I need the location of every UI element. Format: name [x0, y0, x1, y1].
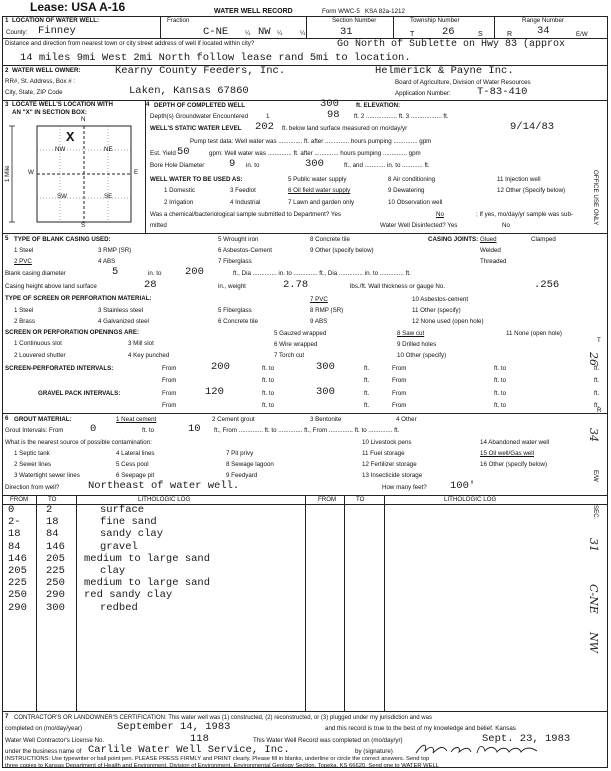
casing-option: 4 ABS — [98, 258, 116, 265]
use-option: 3 Feedlot — [230, 187, 256, 194]
static-level-date: 9/14/83 — [510, 121, 555, 133]
casing-option: 5 Wrought iron — [218, 236, 259, 243]
direction-label: Direction from well? — [5, 484, 60, 491]
well-location-x: X — [66, 130, 75, 146]
contamination-option: 6 Seepage pit — [116, 472, 155, 479]
range-label: Range Number — [522, 17, 564, 24]
business-value: Carlile Water Well Service, Inc. — [88, 744, 290, 756]
contamination-option: 3 Watertight sewer lines — [14, 472, 80, 479]
mile-label: 1 Mile — [4, 165, 11, 182]
grout-option: 4 Other — [396, 416, 417, 423]
log-litho-header: LITHOLOGIC LOG — [138, 496, 191, 503]
log-row-to: 225 — [46, 565, 65, 577]
ksa-number: KSA 82a-1212 — [365, 8, 405, 15]
log-row-to: 300 — [46, 601, 65, 614]
office-use-label: OFFICE USE ONLY — [592, 170, 599, 226]
log-row-description: medium to large sand — [84, 552, 211, 565]
use-option: 4 Industrial — [230, 199, 261, 206]
use-option: 2 Irrigation — [164, 199, 194, 206]
groundwater-value: 98 — [327, 109, 340, 121]
casing-weight-value: 2.78 — [283, 279, 309, 291]
how-many-feet-label: How many feet? — [382, 484, 427, 491]
sample-label: Was a chemical/bacteriological sample submitted to Department? Yes — [150, 211, 341, 218]
township-label: Township Number — [410, 17, 460, 24]
distance-line-1: Go North of Sublette on Hwy 83 (approx — [337, 39, 566, 50]
how-many-feet-value: 100' — [450, 480, 476, 492]
log-row-from: 146 — [8, 552, 27, 565]
section-number-1: 1 — [5, 17, 9, 24]
bore-to: in. to — [246, 162, 260, 169]
perforated-from-value: 200 — [211, 361, 230, 373]
screen-option: 11 Other (specify) — [412, 307, 461, 314]
casing-gauge-value: .256 — [534, 279, 560, 291]
section-number-4: 4 — [146, 101, 150, 108]
from-label: From — [162, 402, 177, 409]
casing-diameter-to: in. to — [148, 270, 162, 277]
log-row-description: surface — [100, 504, 145, 516]
bore-rest: ft., and ............ in. to ............ ft. — [344, 162, 430, 169]
from-label: From — [392, 377, 407, 384]
bore-value: 9 — [229, 158, 236, 170]
screen-material-label: TYPE OF SCREEN OR PERFORATION MATERIAL: — [5, 295, 152, 302]
to-label: ft. to — [262, 377, 275, 384]
grout-to-value: 10 — [188, 423, 201, 435]
use-option: 12 Other (Specify below) — [497, 187, 566, 194]
groundwater-rest: ft. 2 .................. ft. 3 .................. ft. — [354, 113, 449, 120]
from-label: From — [392, 365, 407, 372]
direction-value: Northeast of water well. — [88, 480, 240, 492]
joint-welded: Welded — [480, 247, 501, 254]
ft-label: ft. — [364, 365, 370, 372]
log-row-description: clay — [100, 565, 126, 577]
use-option: 11 Injection well — [497, 176, 541, 183]
yield-value: 50 — [177, 146, 190, 158]
to-label: ft. to — [262, 365, 275, 372]
contamination-option: 11 Fuel storage — [362, 450, 405, 457]
casing-diameter-value: 5 — [112, 266, 119, 278]
screen-option: 6 Concrete tile — [218, 318, 258, 325]
grout-from-value: 0 — [90, 423, 97, 435]
use-option: 7 Lawn and garden only — [288, 199, 355, 206]
township-t: T — [410, 31, 415, 38]
compass-w: W — [28, 169, 34, 176]
joints-label: CASING JOINTS: — [428, 236, 479, 243]
side-t-value: 26 — [587, 352, 600, 366]
yield-label: Est. Yield — [150, 150, 176, 157]
log-row-from: 18 — [8, 528, 21, 541]
quarter-mark: ¼ — [245, 30, 251, 37]
joint-threaded: Threaded — [480, 258, 507, 265]
ft-label: ft. — [364, 377, 370, 384]
from-label: From — [392, 402, 407, 409]
record-date-value: Sept. 23, 1983 — [482, 733, 571, 745]
log-row-from: 290 — [8, 601, 27, 614]
quadrant-nw: NW — [55, 146, 66, 153]
contamination-option: 8 Sewage lagoon — [226, 461, 274, 468]
ft-label: ft. — [594, 365, 600, 372]
use-option: 5 Public water supply — [288, 176, 347, 183]
gravel-label: GRAVEL PACK INTERVALS: — [38, 390, 121, 397]
application-value: T-83-410 — [477, 86, 528, 98]
fraction-nw: NW — [258, 26, 271, 38]
ft-label: ft. — [594, 402, 600, 409]
location-label: LOCATION OF WATER WELL: — [12, 17, 100, 24]
contamination-option: 2 Sewer lines — [14, 461, 52, 468]
side-quarter-2: NW — [587, 632, 600, 653]
license-label: Water Well Contractor's License No. — [5, 737, 105, 744]
owner-name: Kearny County Feeders, Inc. — [115, 65, 286, 77]
side-sec-value: 31 — [587, 538, 600, 552]
log-row-to: 250 — [46, 577, 65, 590]
range-ew: E/W — [576, 31, 588, 38]
township-s: S — [478, 31, 483, 38]
log-from-header: FROM — [10, 496, 29, 503]
compass-n: N — [81, 116, 86, 123]
log-litho-header-2: LITHOLOGIC LOG — [444, 496, 497, 503]
fraction-label: Fraction — [167, 17, 190, 24]
owner-label: WATER WELL OWNER: — [12, 67, 81, 74]
cert-line-1: CONTRACTOR'S OR LANDOWNER'S CERTIFICATION: This water well was (1) constructed, (2) reconstructed, or (3) plugged under my jurisdiction and was — [14, 715, 432, 721]
side-r-value: 34 — [587, 428, 600, 442]
grout-option: 2 Cement grout — [212, 416, 255, 423]
log-row-description: red sandy clay — [84, 589, 173, 602]
to-label: ft. to — [494, 365, 507, 372]
use-option: 1 Domestic — [164, 187, 195, 194]
casing-option: 6 Asbestos-Cement — [218, 247, 272, 254]
side-quarter-1: C-NE — [587, 584, 600, 614]
opening-option: 7 Torch cut — [274, 352, 305, 359]
cert-line-2: and this record is true to the best of my knowledge and belief. Kansas — [325, 725, 516, 732]
township-value: 26 — [442, 26, 455, 38]
application-label: Application Number: — [395, 90, 451, 97]
side-r-label: R — [597, 407, 602, 414]
joint-clamped: Clamped — [531, 236, 556, 243]
casing-option: 3 RMP (SR) — [98, 247, 132, 254]
log-row-to: 290 — [46, 589, 65, 602]
grout-intervals-rest: ft., From .............. ft. to .............. ft., From .............. ft. to .............. ft. — [214, 427, 400, 434]
instructions-line-1: INSTRUCTIONS: Use typewriter or ball point pen. PLEASE PRESS FIRMLY and PRINT clearly. Please fill in blanks, underline or circle the correct answers. Send top — [5, 756, 430, 762]
distance-label: Distance and direction from nearest town or city street address of well if located within city? — [5, 40, 255, 47]
grout-intervals-label: Grout Intervals: From — [5, 427, 64, 434]
to-label: ft. to — [494, 377, 507, 384]
section-number-3: 3 — [5, 101, 9, 108]
casing-weight-label: in., weight — [218, 283, 246, 290]
to-label: ft. to — [494, 390, 507, 397]
section-number-5: 5 — [5, 235, 9, 242]
disinfected-no: No — [502, 222, 510, 229]
depth-value: 300 — [320, 98, 339, 110]
ft-label: ft. — [364, 402, 370, 409]
form-title: WATER WELL RECORD — [214, 8, 293, 15]
openings-label: SCREEN OR PERFORATION OPENINGS ARE: — [5, 329, 140, 336]
form-number: Form WWC-5 — [322, 8, 360, 15]
distance-line-2: 14 miles 9mi West 2mi North follow lease rand 5mi to location. — [20, 52, 411, 64]
casing-option: 8 Concrete tile — [310, 236, 350, 243]
casing-depth-value: 200 — [185, 266, 204, 278]
contamination-option-selected: 15 Oil well/Gas well — [480, 450, 534, 457]
casing-gauge-label: lbs./ft. Wall thickness or gauge No. — [350, 283, 446, 290]
log-row-from: 2- — [8, 516, 21, 529]
contamination-option: 7 Pit privy — [226, 450, 254, 457]
depth-label: DEPTH OF COMPLETED WELL — [154, 102, 246, 109]
quadrant-se: SE — [104, 193, 113, 200]
opening-option: 2 Louvered shutter — [14, 352, 66, 359]
log-row-description: medium to large sand — [84, 577, 211, 590]
opening-option: 6 Wire wrapped — [274, 341, 318, 348]
license-value: 118 — [190, 733, 209, 745]
board-label: Board of Agriculture, Division of Water Resources — [395, 79, 531, 86]
section-label: Section Number — [332, 17, 377, 24]
city-label: City, State, ZIP Code — [5, 89, 63, 96]
grout-to-label: ft. to — [142, 427, 155, 434]
yield-rest: gpm: Well water was .............. ft. after .............. hours pumping .............. gpm — [209, 150, 421, 157]
log-row-from: 225 — [8, 577, 27, 590]
contractor-signature — [413, 741, 543, 757]
static-level-label: WELL'S STATIC WATER LEVEL — [150, 125, 242, 132]
screen-option: 8 RMP (SR) — [310, 307, 344, 314]
contamination-option: 1 Septic tank — [14, 450, 50, 457]
side-t-label: T — [597, 337, 601, 344]
casing-option: 7 Fiberglass — [218, 258, 252, 265]
screen-option: 4 Galvanized steel — [98, 318, 149, 325]
ft-label: ft. — [594, 377, 600, 384]
log-to-header: TO — [48, 496, 57, 503]
contamination-label: What is the nearest source of possible contamination: — [5, 439, 152, 446]
range-value: 34 — [537, 25, 550, 37]
grout-label: GROUT MATERIAL: — [14, 416, 72, 423]
side-sec-label: SEC. — [592, 505, 599, 520]
quarter-mark: ¼ — [300, 30, 306, 37]
gravel-to-value: 300 — [316, 386, 335, 398]
log-row-description: sandy clay — [100, 528, 164, 541]
grout-option-selected: 1 Neat cement — [116, 416, 157, 423]
screen-option: 9 ABS — [310, 318, 328, 325]
log-from-header-2: FROM — [318, 496, 337, 503]
from-label: From — [162, 377, 177, 384]
log-row-to: 146 — [46, 540, 65, 553]
compass-s: S — [81, 222, 86, 229]
use-label: WELL WATER TO BE USED AS: — [150, 176, 243, 183]
use-option-selected: 6 Oil field water supply — [288, 187, 351, 194]
groundwater-1: 1 — [266, 113, 270, 120]
screen-option: 5 Fiberglass — [218, 307, 252, 314]
screen-option: 3 Stainless steel — [98, 307, 144, 314]
opening-option: 9 Drilled holes — [397, 341, 437, 348]
county-label: County: — [6, 29, 28, 36]
screen-option: 2 Brass — [14, 318, 35, 325]
log-row-description: redbed — [100, 601, 138, 614]
ft-label: ft. — [364, 390, 370, 397]
opening-option: 11 None (open hole) — [506, 330, 562, 337]
use-option: 9 Dewatering — [388, 187, 425, 194]
record-date-label: This Water Well Record was completed on (mo/day/yr) — [253, 737, 403, 744]
log-row-from: 205 — [8, 565, 27, 577]
log-row-to: 205 — [46, 552, 65, 565]
grout-option: 3 Bentonite — [310, 416, 342, 423]
static-level-value: 202 — [255, 121, 274, 133]
from-label: From — [162, 365, 177, 372]
log-row-from: 0 — [8, 504, 15, 516]
to-label: ft. to — [262, 402, 275, 409]
opening-option-selected: 8 Saw cut — [397, 330, 425, 337]
fraction-value: C-NE — [203, 26, 229, 38]
log-row-from: 250 — [8, 589, 27, 602]
locate-label-2: AN "X" IN SECTION BOX: — [12, 109, 87, 116]
log-row-to: 18 — [46, 516, 59, 529]
range-r: R — [507, 31, 513, 38]
sample-no: No — [436, 211, 444, 218]
cert-completed-value: September 14, 1983 — [117, 721, 231, 733]
lease-title: Lease: USA A-16 — [30, 0, 126, 14]
static-level-rest: ft. below land surface measured on mo/day/yr — [282, 125, 408, 132]
quadrant-ne: NE — [104, 146, 113, 153]
contamination-option: 12 Fertilizer storage — [362, 461, 417, 468]
instructions-line-2: three copies to Kansas Department of Health and Environment, Division of Environment, Environmental Geology Section, Topeka, KS 66620. Send one to WATER WELL — [5, 763, 439, 769]
casing-height-label: Casing height above land surface — [5, 283, 97, 290]
section-number-6: 6 — [5, 415, 9, 422]
log-row-to: 2 — [46, 504, 53, 516]
log-to-header-2: TO — [356, 496, 365, 503]
casing-diameter-rest: ft., Dia .............. in. to .............. ft., Dia .............. in. to .............. ft. — [233, 270, 411, 277]
log-row-from: 84 — [8, 540, 21, 553]
pump-test-label: Pump test data: Well water was .............. ft. after .............. hours pumping .............. gpm — [190, 138, 432, 145]
opening-option: 3 Mill slot — [128, 340, 154, 347]
log-row-description: fine sand — [100, 516, 157, 529]
section-number-2: 2 — [5, 67, 9, 74]
rr-label: RR#, St. Address, Box # : — [5, 78, 76, 85]
screen-option: 1 Steel — [14, 307, 34, 314]
contamination-option: 5 Cess pool — [116, 461, 149, 468]
sample-label-2: ; If yes, mo/day/yr sample was sub- — [476, 211, 573, 218]
opening-option: 4 Key punched — [128, 352, 170, 359]
perforated-to-value: 300 — [316, 361, 335, 373]
locate-label-1: LOCATE WELL'S LOCATION WITH — [12, 101, 113, 108]
cert-completed-label: completed on (mo/day/year) — [5, 725, 83, 732]
quadrant-sw: SW — [57, 193, 67, 200]
gravel-from-value: 120 — [205, 386, 224, 398]
casing-option-selected: 2 PVC — [14, 258, 32, 265]
contamination-option: 4 Lateral lines — [116, 450, 155, 457]
ft-label: ft. — [594, 390, 600, 397]
casing-height-value: 28 — [144, 279, 157, 291]
screen-option: 10 Asbestos-cement — [412, 296, 469, 303]
screen-option: 12 None used (open hole) — [412, 318, 484, 325]
contamination-option: 9 Feedyard — [226, 472, 258, 479]
opening-option: 5 Gauzed wrapped — [274, 330, 327, 337]
to-label: ft. to — [262, 390, 275, 397]
contamination-option: 13 Insecticide storage — [362, 472, 423, 479]
joint-glued: Glued — [480, 236, 497, 243]
use-option: 10 Observation well — [388, 199, 443, 206]
from-label: From — [162, 390, 177, 397]
bore-depth-value: 300 — [305, 158, 324, 170]
signature-label: by (signature) — [355, 748, 393, 755]
use-option: 8 Air conditioning — [388, 176, 436, 183]
screen-option-selected: 7 PVC — [310, 296, 328, 303]
elevation-label: ft. ELEVATION: — [356, 102, 401, 109]
compass-e: E — [134, 169, 139, 176]
opening-option: 10 Other (specify) — [397, 352, 447, 359]
contamination-option: 10 Livestock pens — [362, 439, 412, 446]
casing-option: 1 Steel — [14, 247, 34, 254]
city-value: Laken, Kansas 67860 — [129, 85, 249, 97]
casing-type-label: TYPE OF BLANK CASING USED: — [14, 236, 111, 243]
contamination-option: 16 Other (specify below) — [480, 461, 548, 468]
section-value: 31 — [340, 26, 353, 38]
opening-option: 1 Continuous slot — [14, 340, 62, 347]
side-ew-label: E/W — [592, 470, 599, 482]
contamination-option: 14 Abandoned water well — [480, 439, 550, 446]
sample-mitted: mitted — [150, 222, 167, 229]
business-label: under the business name of — [5, 748, 82, 755]
quarter-mark: ¼ — [277, 30, 283, 37]
casing-diameter-label: Blank casing diameter — [5, 270, 66, 277]
from-label: From — [392, 390, 407, 397]
bore-label: Bore Hole Diameter — [150, 162, 205, 169]
owner-operator: Helmerick & Payne Inc. — [375, 65, 514, 77]
casing-option: 9 Other (specify below) — [310, 247, 374, 254]
section-number-7: 7 — [5, 713, 9, 720]
groundwater-label: Depth(s) Groundwater Encountered — [150, 113, 249, 120]
log-row-description: gravel — [100, 540, 138, 553]
log-row-to: 84 — [46, 528, 59, 541]
disinfected-label: Water Well Disinfected? Yes — [380, 222, 458, 229]
county-value: Finney — [38, 25, 76, 37]
to-label: ft. to — [494, 402, 507, 409]
perforated-label: SCREEN-PERFORATED INTERVALS: — [5, 365, 114, 372]
